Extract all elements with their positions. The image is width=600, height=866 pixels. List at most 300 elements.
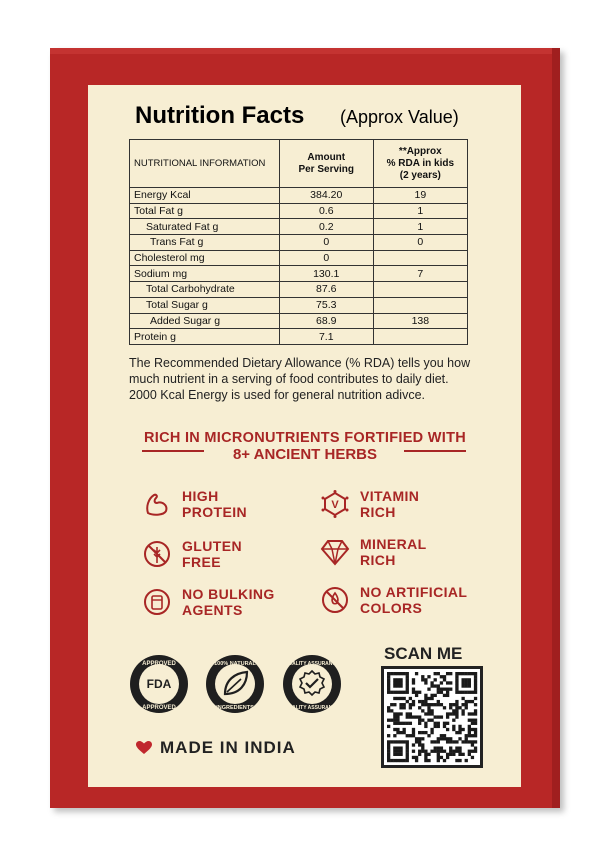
qr-module [393,678,396,681]
qr-module [403,728,406,731]
row-rda: 1 [373,219,467,235]
qr-module [399,722,402,725]
qr-module [387,725,390,728]
qr-module [430,703,433,706]
qr-module [458,731,461,734]
row-name: Saturated Fat g [130,219,280,235]
qr-module [393,728,396,731]
qr-module [452,703,455,706]
qr-module [403,697,406,700]
qr-module [406,740,409,743]
qr-module [421,703,424,706]
feature-gluten-free: GLUTEN FREE [142,538,242,570]
svg-text:100% NATURAL: 100% NATURAL [214,661,256,667]
qr-module [437,725,440,728]
qr-module [424,756,427,759]
qr-module [396,740,399,743]
qr-module [437,703,440,706]
qr-module [468,728,471,731]
qr-module [455,759,458,762]
svg-text:INGREDIENTS: INGREDIENTS [216,705,254,711]
qr-module [471,719,474,722]
qr-module [474,722,477,725]
row-name: Energy Kcal [130,188,280,204]
qr-module [430,719,433,722]
feature-vitamin-rich: V VITAMIN RICH [320,488,419,520]
qr-module [449,681,452,684]
qr-module [474,688,477,691]
row-amount: 87.6 [279,282,373,298]
qr-module [461,691,464,694]
qr-module [387,681,390,684]
feature-no-bulking-agents: NO BULKING AGENTS [142,586,275,618]
qr-module [434,722,437,725]
qr-module [468,731,471,734]
qr-module [471,712,474,715]
qr-module [387,756,390,759]
qr-module [455,750,458,753]
row-name: Total Sugar g [130,297,280,313]
qr-module [424,681,427,684]
qr-module [418,731,421,734]
qr-module [412,743,415,746]
qr-module [387,675,390,678]
row-name: Total Carbohydrate [130,282,280,298]
row-amount: 68.9 [279,313,373,329]
qr-module [406,681,409,684]
svg-text:V: V [331,499,339,511]
qr-module [409,734,412,737]
qr-module [424,750,427,753]
qr-module [455,691,458,694]
divider-left [142,450,204,452]
qr-module [465,740,468,743]
qr-module [390,672,393,675]
qr-module [458,750,461,753]
qr-module [387,672,390,675]
qr-module [403,740,406,743]
row-rda: 19 [373,188,467,204]
qr-module [418,691,421,694]
qr-module [437,756,440,759]
qr-module [424,678,427,681]
qr-module [440,691,443,694]
qr-module [427,706,430,709]
qr-module [399,753,402,756]
heart-icon [136,741,152,755]
qr-module [396,750,399,753]
qr-module [396,691,399,694]
row-rda: 0 [373,235,467,251]
table-header-row [130,140,468,188]
qr-module [468,712,471,715]
qr-module [465,703,468,706]
qr-module [412,731,415,734]
qr-module [424,694,427,697]
qr-module [390,709,393,712]
qr-module [430,750,433,753]
qr-module [458,725,461,728]
qr-module [393,672,396,675]
header-amount: Amount Per Serving [279,140,373,188]
no-color-icon [320,585,350,615]
qr-module [396,759,399,762]
svg-text:APPROVED: APPROVED [142,705,176,711]
qr-module [443,678,446,681]
qr-module [396,684,399,687]
qr-module [399,703,402,706]
qr-module [452,753,455,756]
natural-ingredients-badge [205,654,265,714]
qr-module [446,728,449,731]
qr-module [437,753,440,756]
qr-module [406,734,409,737]
qr-module [415,672,418,675]
qr-module [446,691,449,694]
nutrition-title: Nutrition Facts [135,102,305,129]
qr-module [446,715,449,718]
qr-module [409,715,412,718]
qr-module [427,688,430,691]
qr-module [406,756,409,759]
qr-module [452,750,455,753]
qr-module [418,706,421,709]
qr-module [387,759,390,762]
row-amount: 130.1 [279,266,373,282]
rda-note: The Recommended Dietary Allowance (% RDA) tells you how much nutrient in a serving of food contributes to daily diet. 2000 Kcal Energy is used for general nutrition adivce. [129,356,471,402]
qr-module [399,697,402,700]
table-row [130,313,468,329]
qr-module [461,697,464,700]
qr-module [399,681,402,684]
qr-module [461,712,464,715]
qr-module [458,746,461,749]
qr-module [403,691,406,694]
qr-module [443,722,446,725]
qr-module [440,746,443,749]
qr-module [415,756,418,759]
qr-module [412,734,415,737]
qr-module [443,675,446,678]
qr-module [437,691,440,694]
qr-module [430,697,433,700]
qr-module [455,703,458,706]
qr-module [440,737,443,740]
qr-module [421,731,424,734]
svg-text:APPROVED: APPROVED [142,661,176,667]
row-amount: 0.6 [279,203,373,219]
qr-module [440,703,443,706]
qr-module [418,743,421,746]
qr-module [403,703,406,706]
qr-module [437,684,440,687]
qr-module [458,691,461,694]
qr-module [474,740,477,743]
qr-module [424,725,427,728]
qr-module [461,753,464,756]
qr-module [427,703,430,706]
row-rda: 7 [373,266,467,282]
qr-module [458,728,461,731]
qr-module [387,709,390,712]
qr-module [393,691,396,694]
qr-module [449,740,452,743]
qr-module [455,688,458,691]
qr-module [461,703,464,706]
qr-module [430,740,433,743]
qr-module [421,750,424,753]
qr-module [427,753,430,756]
qr-module [418,753,421,756]
qr-module [427,712,430,715]
qr-module [468,740,471,743]
qr-module [393,740,396,743]
qr-module [427,734,430,737]
qr-module [399,746,402,749]
qr-module [461,684,464,687]
qr-module [440,675,443,678]
qr-module [424,700,427,703]
qr-module [474,709,477,712]
row-rda: 138 [373,313,467,329]
qr-module [465,681,468,684]
qr-module [399,712,402,715]
row-rda [373,329,467,345]
qr-module [468,678,471,681]
qr-module [474,719,477,722]
qr-module [455,675,458,678]
nutrition-table [129,139,468,345]
qr-module [446,712,449,715]
qr-module [455,746,458,749]
qr-module [437,750,440,753]
qr-module [449,746,452,749]
qr-module [474,691,477,694]
ancient-herbs-heading: 8+ ANCIENT HERBS [232,446,378,463]
row-amount: 0.2 [279,219,373,235]
qr-module [399,706,402,709]
qr-module [399,691,402,694]
qr-module [446,681,449,684]
qr-module [421,675,424,678]
qr-module [418,719,421,722]
mineral-icon [320,537,350,567]
qr-module [421,719,424,722]
qr-module [406,746,409,749]
qr-module [418,722,421,725]
package-box-side-edge [552,48,560,808]
qr-module [437,715,440,718]
qr-module [406,672,409,675]
qr-module [393,759,396,762]
qr-module [415,691,418,694]
qr-module [468,725,471,728]
qr-module [465,734,468,737]
qr-module [434,725,437,728]
qr-module [418,715,421,718]
qr-module [399,684,402,687]
qr-module [421,743,424,746]
qr-module [424,753,427,756]
qr-module [443,737,446,740]
qr-module [474,746,477,749]
qr-module [461,709,464,712]
qr-module [449,712,452,715]
qr-module [424,703,427,706]
qr-module [418,700,421,703]
row-name: Total Fat g [130,203,280,219]
qr-module [437,672,440,675]
qr-module [437,737,440,740]
qr-module [393,715,396,718]
qr-module [468,681,471,684]
qr-module [474,675,477,678]
qr-module [465,737,468,740]
qr-module [390,719,393,722]
qr-code[interactable] [381,666,483,768]
feature-no-artificial-colors: NO ARTIFICIAL COLORS [320,584,467,616]
qr-module [461,678,464,681]
qr-module [455,712,458,715]
qr-module [393,734,396,737]
qr-module [430,728,433,731]
qr-module [471,756,474,759]
row-name: Sodium mg [130,266,280,282]
svg-text:QUALITY ASSURANCE: QUALITY ASSURANCE [284,661,340,667]
qr-module [437,722,440,725]
qr-module [449,737,452,740]
qr-module [468,719,471,722]
qr-module [455,706,458,709]
qr-module [446,688,449,691]
qr-module [452,712,455,715]
qr-module [427,719,430,722]
qr-module [474,697,477,700]
qr-module [465,691,468,694]
qr-module [393,712,396,715]
qr-module [449,750,452,753]
qr-module [406,688,409,691]
qr-module [406,678,409,681]
qr-module [465,672,468,675]
qr-module [440,756,443,759]
qr-module [396,712,399,715]
qr-module [446,722,449,725]
qr-module [443,759,446,762]
table-row [130,188,468,204]
qr-module [412,700,415,703]
qr-module [458,759,461,762]
qr-module [449,706,452,709]
qr-module [406,743,409,746]
qr-module [455,681,458,684]
qr-module [424,697,427,700]
table-row [130,329,468,345]
qr-module [443,725,446,728]
qr-module [461,740,464,743]
qr-module [458,737,461,740]
qr-module [446,672,449,675]
qr-module [415,694,418,697]
qr-module [440,681,443,684]
qr-module [387,746,390,749]
qr-module [390,691,393,694]
qr-module [387,750,390,753]
qr-module [471,672,474,675]
qr-module [421,678,424,681]
qr-module [406,750,409,753]
qr-module [474,728,477,731]
qr-module [452,709,455,712]
qr-module [418,740,421,743]
qr-module [468,750,471,753]
arm-muscle-icon [142,489,172,519]
qr-module [455,672,458,675]
divider-right [404,450,466,452]
qr-module [474,678,477,681]
package-box-top-edge [50,48,560,54]
row-amount: 75.3 [279,297,373,313]
qr-module [474,712,477,715]
qr-module [390,740,393,743]
qr-module [424,712,427,715]
qr-module [474,750,477,753]
qr-module [396,697,399,700]
qr-module [465,700,468,703]
qr-module [434,684,437,687]
qr-module [406,715,409,718]
qr-module [434,740,437,743]
qr-module [390,703,393,706]
qr-module [409,712,412,715]
qr-module [446,753,449,756]
qr-module [387,678,390,681]
qr-module [443,706,446,709]
qr-module [393,684,396,687]
qr-module [443,734,446,737]
qr-module [434,678,437,681]
qr-module [440,734,443,737]
qr-module [471,700,474,703]
qr-module [471,722,474,725]
qr-module [455,740,458,743]
qr-module [430,712,433,715]
qr-module [415,759,418,762]
qr-module [427,759,430,762]
qr-module [409,706,412,709]
qr-module [393,750,396,753]
qr-module [424,759,427,762]
qr-module [468,691,471,694]
vitamin-icon [320,489,350,519]
qr-module [387,691,390,694]
qr-module [446,737,449,740]
qr-module [396,731,399,734]
qr-module [399,678,402,681]
micronutrient-banner: RICH IN MICRONUTRIENTS FORTIFIED WITH [143,430,467,446]
qr-module [449,688,452,691]
qr-module [468,672,471,675]
qr-module [474,684,477,687]
feature-high-protein: HIGH PROTEIN [142,488,247,520]
svg-text:QUALITY ASSURANCE: QUALITY ASSURANCE [284,705,340,711]
row-name: Cholesterol mg [130,250,280,266]
qr-module [409,697,412,700]
qr-module [424,722,427,725]
qr-module [455,678,458,681]
qr-module [443,688,446,691]
made-in-india: MADE IN INDIA [136,738,296,758]
